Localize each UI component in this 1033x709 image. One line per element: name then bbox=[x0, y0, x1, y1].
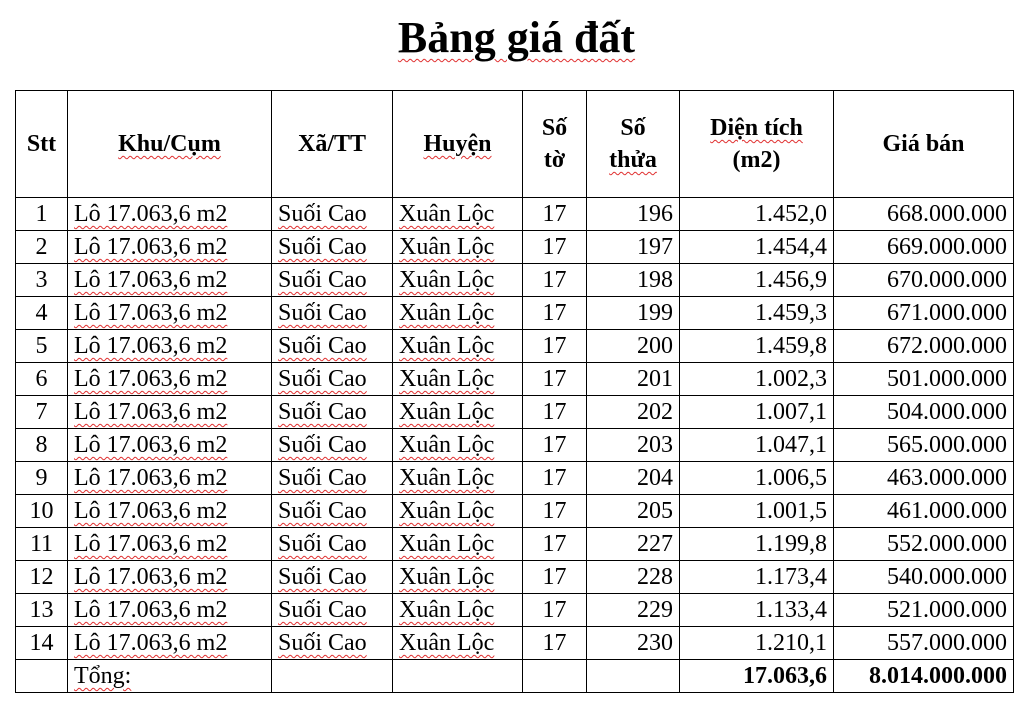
cell-xa-tt: Suối Cao bbox=[272, 297, 393, 330]
cell-huyen: Xuân Lộc bbox=[393, 594, 523, 627]
cell-dien-tich: 1.006,5 bbox=[680, 462, 834, 495]
cell-gia-ban: 565.000.000 bbox=[834, 429, 1014, 462]
cell-dien-tich: 1.133,4 bbox=[680, 594, 834, 627]
cell-so-to: 17 bbox=[523, 495, 587, 528]
table-row bbox=[16, 429, 1014, 462]
cell-gia-ban: 463.000.000 bbox=[834, 462, 1014, 495]
cell-xa-tt: Suối Cao bbox=[272, 231, 393, 264]
cell-gia-ban: 670.000.000 bbox=[834, 264, 1014, 297]
cell-gia-ban: 668.000.000 bbox=[834, 198, 1014, 231]
cell-gia-ban: 521.000.000 bbox=[834, 594, 1014, 627]
cell-xa-tt: Suối Cao bbox=[272, 330, 393, 363]
page-title-text: Bảng giá đất bbox=[397, 13, 636, 62]
cell-khu-cum: Lô 17.063,6 m2 bbox=[68, 561, 272, 594]
cell-huyen: Xuân Lộc bbox=[393, 198, 523, 231]
total-label: Tổng: bbox=[68, 660, 272, 693]
cell-huyen: Xuân Lộc bbox=[393, 528, 523, 561]
cell-huyen: Xuân Lộc bbox=[393, 429, 523, 462]
cell-so-thua: 200 bbox=[587, 330, 680, 363]
cell-huyen: Xuân Lộc bbox=[393, 396, 523, 429]
cell-so-to: 17 bbox=[523, 264, 587, 297]
cell-dien-tich: 1.456,9 bbox=[680, 264, 834, 297]
cell-gia-ban: 461.000.000 bbox=[834, 495, 1014, 528]
cell-xa-tt: Suối Cao bbox=[272, 264, 393, 297]
cell-dien-tich: 1.452,0 bbox=[680, 198, 834, 231]
cell-dien-tich: 1.199,8 bbox=[680, 528, 834, 561]
cell-dien-tich: 1.001,5 bbox=[680, 495, 834, 528]
cell-stt: 7 bbox=[16, 396, 68, 429]
cell-dien-tich: 1.210,1 bbox=[680, 627, 834, 660]
cell-huyen: Xuân Lộc bbox=[393, 330, 523, 363]
land-price-table bbox=[15, 90, 1014, 693]
cell-huyen: Xuân Lộc bbox=[393, 495, 523, 528]
cell-xa-tt: Suối Cao bbox=[272, 561, 393, 594]
cell-xa-tt: Suối Cao bbox=[272, 363, 393, 396]
cell-so-to: 17 bbox=[523, 297, 587, 330]
cell-stt: 3 bbox=[16, 264, 68, 297]
cell-stt: 14 bbox=[16, 627, 68, 660]
table-row bbox=[16, 561, 1014, 594]
page-title bbox=[0, 6, 1033, 70]
header-so-thua: Số thửa bbox=[587, 91, 680, 198]
cell-so-thua: 196 bbox=[587, 198, 680, 231]
cell-stt: 9 bbox=[16, 462, 68, 495]
cell-xa-tt: Suối Cao bbox=[272, 495, 393, 528]
cell-khu-cum: Lô 17.063,6 m2 bbox=[68, 627, 272, 660]
cell-so-thua: 198 bbox=[587, 264, 680, 297]
cell-so-thua: 229 bbox=[587, 594, 680, 627]
table-row bbox=[16, 330, 1014, 363]
cell-so-thua: 204 bbox=[587, 462, 680, 495]
cell-huyen: Xuân Lộc bbox=[393, 561, 523, 594]
total-dien-tich: 17.063,6 bbox=[680, 660, 834, 693]
cell-so-to: 17 bbox=[523, 561, 587, 594]
cell-dien-tich: 1.459,8 bbox=[680, 330, 834, 363]
total-row bbox=[16, 660, 1014, 693]
header-so-to: Số tờ bbox=[523, 91, 587, 198]
cell-gia-ban: 501.000.000 bbox=[834, 363, 1014, 396]
cell-stt: 12 bbox=[16, 561, 68, 594]
cell-xa-tt: Suối Cao bbox=[272, 396, 393, 429]
table-row bbox=[16, 198, 1014, 231]
table-row bbox=[16, 363, 1014, 396]
cell-khu-cum: Lô 17.063,6 m2 bbox=[68, 198, 272, 231]
total-empty-cell bbox=[523, 660, 587, 693]
cell-khu-cum: Lô 17.063,6 m2 bbox=[68, 495, 272, 528]
total-empty-cell bbox=[393, 660, 523, 693]
cell-so-thua: 197 bbox=[587, 231, 680, 264]
table-row bbox=[16, 594, 1014, 627]
cell-xa-tt: Suối Cao bbox=[272, 528, 393, 561]
cell-huyen: Xuân Lộc bbox=[393, 231, 523, 264]
cell-so-thua: 228 bbox=[587, 561, 680, 594]
cell-so-to: 17 bbox=[523, 396, 587, 429]
cell-khu-cum: Lô 17.063,6 m2 bbox=[68, 429, 272, 462]
table-row bbox=[16, 396, 1014, 429]
cell-khu-cum: Lô 17.063,6 m2 bbox=[68, 396, 272, 429]
table-row bbox=[16, 264, 1014, 297]
total-empty-cell bbox=[272, 660, 393, 693]
cell-khu-cum: Lô 17.063,6 m2 bbox=[68, 297, 272, 330]
cell-stt: 1 bbox=[16, 198, 68, 231]
cell-so-to: 17 bbox=[523, 594, 587, 627]
cell-so-to: 17 bbox=[523, 528, 587, 561]
cell-so-to: 17 bbox=[523, 231, 587, 264]
cell-stt: 10 bbox=[16, 495, 68, 528]
table-row bbox=[16, 627, 1014, 660]
cell-gia-ban: 669.000.000 bbox=[834, 231, 1014, 264]
table-row bbox=[16, 495, 1014, 528]
cell-huyen: Xuân Lộc bbox=[393, 297, 523, 330]
cell-so-thua: 230 bbox=[587, 627, 680, 660]
cell-gia-ban: 552.000.000 bbox=[834, 528, 1014, 561]
cell-khu-cum: Lô 17.063,6 m2 bbox=[68, 594, 272, 627]
cell-gia-ban: 540.000.000 bbox=[834, 561, 1014, 594]
cell-stt: 11 bbox=[16, 528, 68, 561]
cell-so-to: 17 bbox=[523, 429, 587, 462]
table-row bbox=[16, 297, 1014, 330]
cell-huyen: Xuân Lộc bbox=[393, 627, 523, 660]
cell-dien-tich: 1.007,1 bbox=[680, 396, 834, 429]
cell-huyen: Xuân Lộc bbox=[393, 462, 523, 495]
cell-dien-tich: 1.002,3 bbox=[680, 363, 834, 396]
cell-so-to: 17 bbox=[523, 627, 587, 660]
header-gia-ban: Giá bán bbox=[834, 91, 1014, 198]
cell-gia-ban: 557.000.000 bbox=[834, 627, 1014, 660]
header-dien-tich: Diện tích (m2) bbox=[680, 91, 834, 198]
header-row bbox=[16, 91, 1014, 198]
table-row bbox=[16, 462, 1014, 495]
header-khu-cum: Khu/Cụm bbox=[68, 91, 272, 198]
cell-khu-cum: Lô 17.063,6 m2 bbox=[68, 462, 272, 495]
header-stt: Stt bbox=[16, 91, 68, 198]
cell-khu-cum: Lô 17.063,6 m2 bbox=[68, 330, 272, 363]
cell-so-to: 17 bbox=[523, 198, 587, 231]
cell-so-thua: 202 bbox=[587, 396, 680, 429]
cell-xa-tt: Suối Cao bbox=[272, 627, 393, 660]
cell-khu-cum: Lô 17.063,6 m2 bbox=[68, 231, 272, 264]
cell-stt: 4 bbox=[16, 297, 68, 330]
cell-so-to: 17 bbox=[523, 330, 587, 363]
cell-so-thua: 199 bbox=[587, 297, 680, 330]
header-huyen: Huyện bbox=[393, 91, 523, 198]
cell-dien-tich: 1.047,1 bbox=[680, 429, 834, 462]
cell-gia-ban: 671.000.000 bbox=[834, 297, 1014, 330]
total-stt-cell bbox=[16, 660, 68, 693]
cell-stt: 5 bbox=[16, 330, 68, 363]
table-row bbox=[16, 231, 1014, 264]
cell-stt: 2 bbox=[16, 231, 68, 264]
cell-gia-ban: 672.000.000 bbox=[834, 330, 1014, 363]
cell-huyen: Xuân Lộc bbox=[393, 363, 523, 396]
cell-huyen: Xuân Lộc bbox=[393, 264, 523, 297]
cell-so-thua: 203 bbox=[587, 429, 680, 462]
cell-dien-tich: 1.173,4 bbox=[680, 561, 834, 594]
cell-so-to: 17 bbox=[523, 462, 587, 495]
cell-so-to: 17 bbox=[523, 363, 587, 396]
cell-stt: 13 bbox=[16, 594, 68, 627]
header-xa-tt: Xã/TT bbox=[272, 91, 393, 198]
cell-khu-cum: Lô 17.063,6 m2 bbox=[68, 363, 272, 396]
cell-stt: 8 bbox=[16, 429, 68, 462]
table-row bbox=[16, 528, 1014, 561]
cell-xa-tt: Suối Cao bbox=[272, 462, 393, 495]
cell-dien-tich: 1.459,3 bbox=[680, 297, 834, 330]
cell-gia-ban: 504.000.000 bbox=[834, 396, 1014, 429]
cell-khu-cum: Lô 17.063,6 m2 bbox=[68, 264, 272, 297]
cell-khu-cum: Lô 17.063,6 m2 bbox=[68, 528, 272, 561]
cell-stt: 6 bbox=[16, 363, 68, 396]
cell-xa-tt: Suối Cao bbox=[272, 198, 393, 231]
cell-so-thua: 201 bbox=[587, 363, 680, 396]
cell-dien-tich: 1.454,4 bbox=[680, 231, 834, 264]
cell-xa-tt: Suối Cao bbox=[272, 594, 393, 627]
total-empty-cell bbox=[587, 660, 680, 693]
cell-so-thua: 227 bbox=[587, 528, 680, 561]
total-gia-ban: 8.014.000.000 bbox=[834, 660, 1014, 693]
cell-so-thua: 205 bbox=[587, 495, 680, 528]
cell-xa-tt: Suối Cao bbox=[272, 429, 393, 462]
